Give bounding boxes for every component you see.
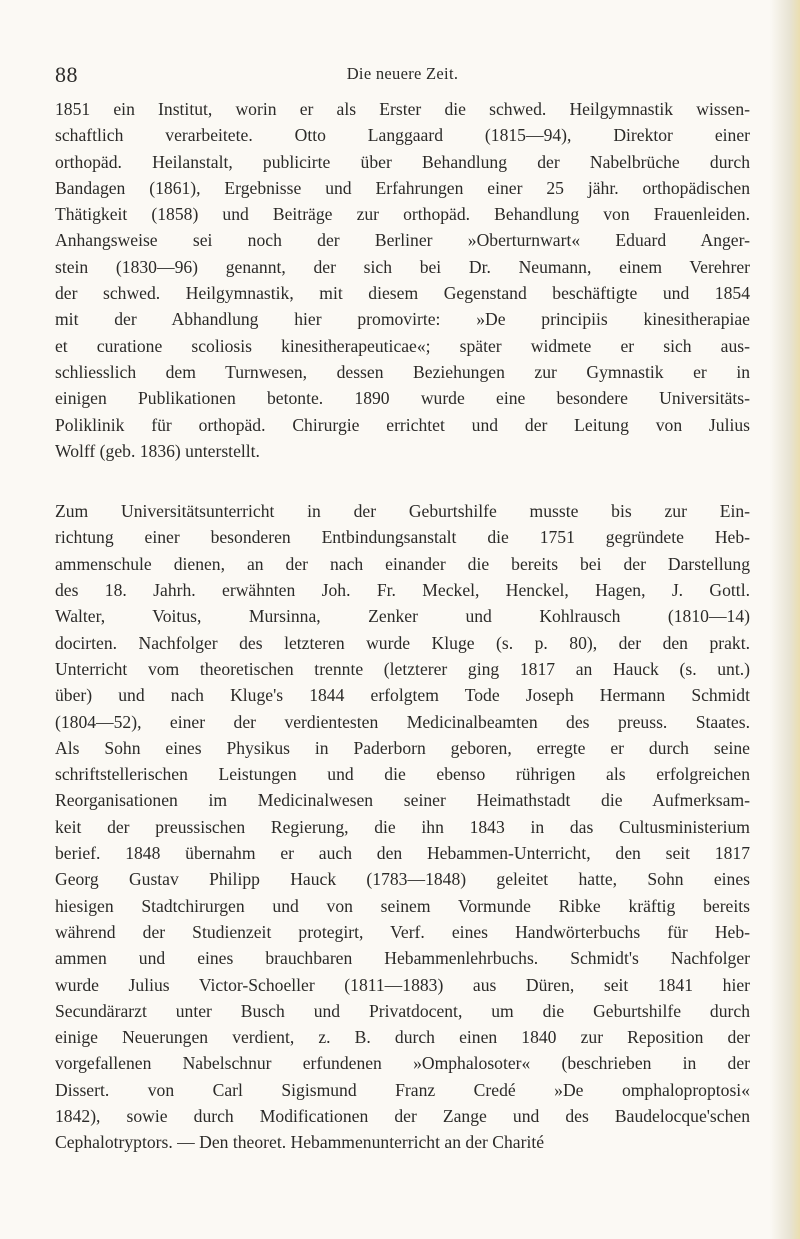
- page-number: 88: [55, 62, 78, 87]
- text-line: schliesslich dem Turnwesen, dessen Beziehungen zur Gymnastik er in: [55, 361, 750, 382]
- text-line: schaftlich verarbeitete. Otto Langgaard (1815—94), Direktor einer: [55, 125, 750, 146]
- text-line: Bandagen (1861), Ergebnisse und Erfahrungen einer 25 jähr. orthopädischen: [55, 177, 750, 198]
- paragraph-2: [55, 498, 750, 1155]
- text-line: richtung einer besonderen Entbindungsanstalt die 1751 gegründete Heb-: [55, 527, 750, 548]
- text-line: mit der Abhandlung hier promovirte: »De principiis kinesitherapiae: [55, 309, 750, 330]
- text-line: Secundärarzt unter Busch und Privatdocent, um die Geburtshilfe durch: [55, 1000, 750, 1021]
- text-line: Poliklinik für orthopäd. Chirurgie errichtet und der Leitung von Julius: [55, 414, 750, 435]
- text-line: hiesigen Stadtchirurgen und von seinem Vormunde Ribke kräftig bereits: [55, 895, 750, 916]
- text-line: Reorganisationen im Medicinalwesen seiner Heimathstadt die Aufmerksam-: [55, 790, 750, 811]
- text-line: Dissert. von Carl Sigismund Franz Credé »De omphaloproptosi«: [55, 1079, 750, 1100]
- text-line: ammen und eines brauchbaren Hebammenlehrbuchs. Schmidt's Nachfolger: [55, 948, 750, 969]
- text-line: ammenschule dienen, an der nach einander die bereits bei der Darstellung: [55, 553, 750, 574]
- text-line: des 18. Jahrh. erwähnten Joh. Fr. Meckel, Henckel, Hagen, J. Gottl.: [55, 580, 750, 601]
- text-line: Thätigkeit (1858) und Beiträge zur orthopäd. Behandlung von Frauenleiden.: [55, 204, 750, 225]
- text-line: einige Neuerungen verdient, z. B. durch einen 1840 zur Reposition der: [55, 1027, 750, 1048]
- text-line: Walter, Voitus, Mursinna, Zenker und Kohlrausch (1810—14): [55, 606, 750, 627]
- text-line: während der Studienzeit protegirt, Verf. eines Handwörterbuchs für Heb-: [55, 921, 750, 942]
- text-line: einigen Publikationen betonte. 1890 wurde eine besondere Universitäts-: [55, 388, 750, 409]
- text-line: über) und nach Kluge's 1844 erfolgtem Tode Joseph Hermann Schmidt: [55, 685, 750, 706]
- text-line: Zum Universitätsunterricht in der Geburtshilfe musste bis zur Ein-: [55, 501, 750, 522]
- text-line: et curatione scoliosis kinesitherapeuticae«; später widmete er sich aus-: [55, 335, 750, 356]
- text-line: stein (1830—96) genannt, der sich bei Dr. Neumann, einem Verehrer: [55, 256, 750, 277]
- text-line: 1842), sowie durch Modificationen der Zange und des Baudelocque'schen: [55, 1105, 750, 1126]
- paragraph-1: [55, 96, 750, 464]
- text-line: Georg Gustav Philipp Hauck (1783—1848) geleitet hatte, Sohn eines: [55, 869, 750, 890]
- text-line: wurde Julius Victor-Schoeller (1811—1883) aus Düren, seit 1841 hier: [55, 974, 750, 995]
- text-line: der schwed. Heilgymnastik, mit diesem Gegenstand beschäftigte und 1854: [55, 283, 750, 304]
- text-line: orthopäd. Heilanstalt, publicirte über Behandlung der Nabelbrüche durch: [55, 151, 750, 172]
- text-line: Anhangsweise sei noch der Berliner »Oberturnwart« Eduard Anger-: [55, 230, 750, 251]
- text-line: (1804—52), einer der verdientesten Medicinalbeamten des preuss. Staates.: [55, 711, 750, 732]
- text-line: docirten. Nachfolger des letzteren wurde Kluge (s. p. 80), der den prakt.: [55, 632, 750, 653]
- page-header: [55, 62, 750, 88]
- text-line: schriftstellerischen Leistungen und die ebenso rührigen als erfolgreichen: [55, 764, 750, 785]
- text-line: Wolff (geb. 1836) unterstellt.: [55, 440, 260, 461]
- text-line: keit der preussischen Regierung, die ihn 1843 in das Cultusministerium: [55, 816, 750, 837]
- text-line: Cephalotryptors. — Den theoret. Hebammenunterricht an der Charité: [55, 1132, 545, 1153]
- text-line: berief. 1848 übernahm er auch den Hebammen-Unterricht, den seit 1817: [55, 843, 750, 864]
- text-line: Unterricht vom theoretischen trennte (letzterer ging 1817 an Hauck (s. unt.): [55, 658, 750, 679]
- body-text: [55, 96, 750, 1156]
- text-line: vorgefallenen Nabelschnur erfundenen »Omphalosoter« (beschrieben in der: [55, 1053, 750, 1074]
- text-line: Als Sohn eines Physikus in Paderborn geboren, erregte er durch seine: [55, 737, 750, 758]
- running-head: Die neuere Zeit.: [346, 64, 459, 83]
- text-line: 1851 ein Institut, worin er als Erster die schwed. Heilgymnastik wissen-: [55, 99, 750, 119]
